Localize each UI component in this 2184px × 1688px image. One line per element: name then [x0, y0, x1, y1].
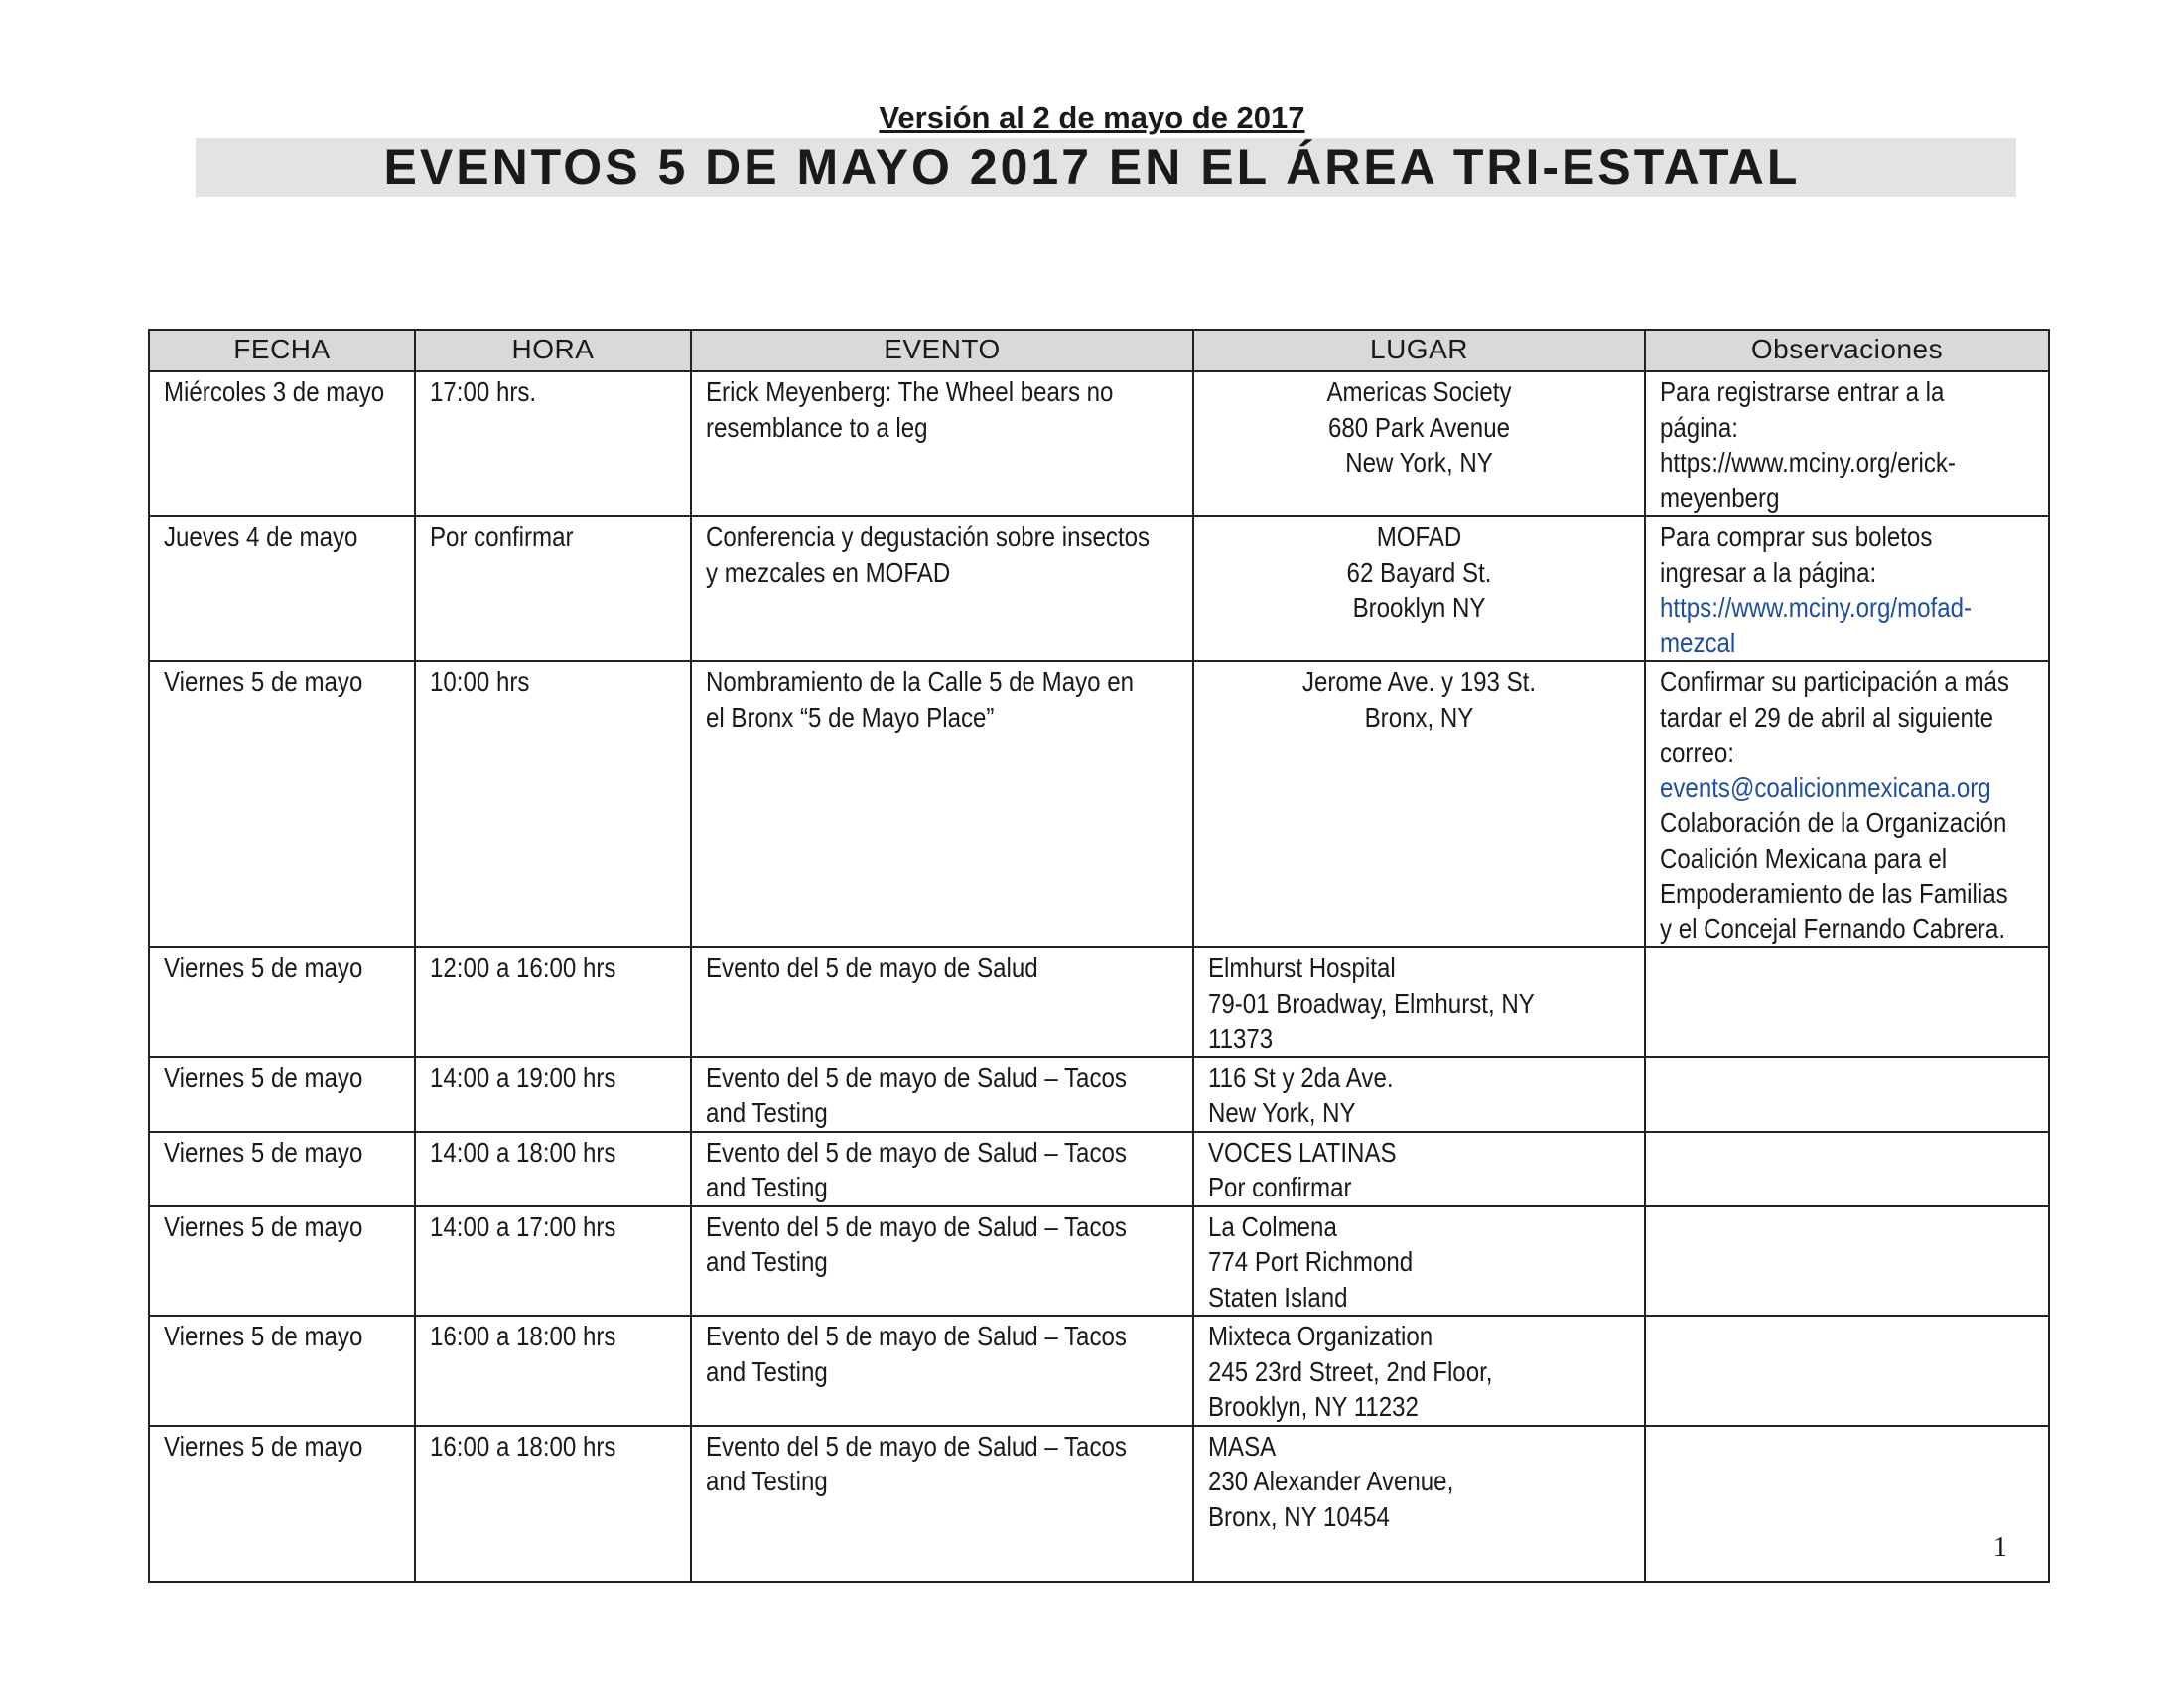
hora-text: 14:00 a 18:00 hrs — [430, 1136, 616, 1168]
evento-line: Conferencia y degustación sobre insectos — [706, 521, 1151, 552]
hora-text: 10:00 hrs — [430, 666, 530, 697]
evento-cell — [691, 1206, 1193, 1317]
hora-cell — [415, 516, 691, 661]
lugar-line: 230 Alexander Avenue, — [1208, 1466, 1454, 1496]
fecha-cell — [149, 1316, 415, 1426]
observaciones-line: Coalición Mexicana para el — [1660, 842, 1948, 874]
evento-cell — [691, 371, 1193, 516]
fecha-text: Viernes 5 de mayo — [164, 1430, 363, 1462]
observaciones-line: Para registrarse entrar a la — [1660, 376, 1945, 407]
evento-cell — [691, 1426, 1193, 1582]
lugar-cell — [1193, 1316, 1645, 1426]
fecha-text: Viernes 5 de mayo — [164, 1210, 363, 1242]
observaciones-line: y el Concejal Fernando Cabrera. — [1660, 913, 2006, 944]
lugar-cell — [1193, 1426, 1645, 1582]
column-header-fecha: FECHA — [149, 330, 415, 371]
lugar-line: Mixteca Organization — [1208, 1321, 1433, 1351]
observaciones-link[interactable]: mezcal — [1660, 627, 1736, 658]
hora-cell — [415, 1132, 691, 1206]
fecha-cell — [149, 1132, 415, 1206]
hora-cell — [415, 371, 691, 516]
evento-line: and Testing — [706, 1466, 828, 1496]
lugar-line: Brooklyn NY — [1352, 592, 1486, 623]
lugar-cell — [1193, 516, 1645, 661]
hora-cell — [415, 1206, 691, 1317]
evento-line: el Bronx “5 de Mayo Place” — [706, 701, 995, 733]
observaciones-link[interactable]: events@coalicionmexicana.org — [1660, 772, 1991, 803]
lugar-line: VOCES LATINAS — [1208, 1136, 1397, 1168]
fecha-text: Viernes 5 de mayo — [164, 1061, 363, 1093]
evento-line: Evento del 5 de mayo de Salud – Tacos — [706, 1321, 1127, 1351]
table-row — [149, 1426, 2049, 1582]
fecha-cell — [149, 661, 415, 947]
fecha-cell — [149, 1206, 415, 1317]
lugar-line: MASA — [1208, 1430, 1277, 1462]
fecha-cell — [149, 1426, 415, 1582]
hora-cell — [415, 1057, 691, 1132]
table-row — [149, 947, 2049, 1057]
fecha-cell — [149, 371, 415, 516]
observaciones-cell — [1645, 661, 2049, 947]
lugar-line: Elmhurst Hospital — [1208, 952, 1396, 983]
observaciones-cell — [1645, 1426, 2049, 1582]
observaciones-line: Colaboración de la Organización — [1660, 807, 2007, 838]
evento-cell — [691, 947, 1193, 1057]
lugar-line: Staten Island — [1208, 1281, 1348, 1313]
observaciones-cell — [1645, 947, 2049, 1057]
table-row — [149, 661, 2049, 947]
lugar-cell — [1193, 1206, 1645, 1317]
lugar-line: New York, NY — [1345, 447, 1493, 478]
evento-line: Nombramiento de la Calle 5 de Mayo en — [706, 666, 1134, 697]
observaciones-cell — [1645, 1206, 2049, 1317]
lugar-line: 62 Bayard St. — [1346, 556, 1492, 588]
evento-line: y mezcales en MOFAD — [706, 556, 951, 588]
hora-text: 17:00 hrs. — [430, 376, 537, 407]
fecha-text: Jueves 4 de mayo — [164, 521, 358, 552]
table-row — [149, 1206, 2049, 1317]
fecha-cell — [149, 1057, 415, 1132]
page-number: 1 — [1993, 1532, 2007, 1563]
evento-line: Evento del 5 de mayo de Salud – Tacos — [706, 1210, 1127, 1242]
lugar-line: New York, NY — [1208, 1097, 1356, 1128]
evento-line: Evento del 5 de mayo de Salud – Tacos — [706, 1430, 1127, 1462]
hora-text: Por confirmar — [430, 521, 574, 552]
lugar-line: Bronx, NY — [1364, 701, 1474, 733]
evento-line: and Testing — [706, 1246, 828, 1277]
observaciones-line: Para comprar sus boletos — [1660, 521, 1933, 552]
table-row — [149, 371, 2049, 516]
lugar-line: 79-01 Broadway, Elmhurst, NY — [1208, 987, 1535, 1019]
evento-cell — [691, 516, 1193, 661]
evento-line: and Testing — [706, 1355, 828, 1387]
observaciones-line: ingresar a la página: — [1660, 556, 1877, 588]
lugar-line: Por confirmar — [1208, 1172, 1352, 1202]
fecha-cell — [149, 516, 415, 661]
evento-cell — [691, 1316, 1193, 1426]
lugar-line: MOFAD — [1376, 521, 1462, 552]
observaciones-link[interactable]: https://www.mciny.org/mofad- — [1660, 592, 1973, 623]
hora-text: 16:00 a 18:00 hrs — [430, 1321, 616, 1351]
lugar-line: 774 Port Richmond — [1208, 1246, 1414, 1277]
evento-line: Evento del 5 de mayo de Salud – Tacos — [706, 1061, 1127, 1093]
hora-cell — [415, 1426, 691, 1582]
lugar-line: 680 Park Avenue — [1328, 411, 1510, 443]
column-header-hora: HORA — [415, 330, 691, 371]
evento-cell — [691, 661, 1193, 947]
hora-cell — [415, 947, 691, 1057]
evento-line: and Testing — [706, 1097, 828, 1128]
table-row — [149, 516, 2049, 661]
lugar-line: Jerome Ave. y 193 St. — [1301, 666, 1537, 697]
fecha-cell — [149, 947, 415, 1057]
evento-line: resemblance to a leg — [706, 411, 928, 443]
observaciones-line: página: — [1660, 411, 1739, 443]
lugar-line: Brooklyn, NY 11232 — [1208, 1391, 1419, 1422]
observaciones-line: Confirmar su participación a más — [1660, 666, 2009, 697]
document-title: EVENTOS 5 DE MAYO 2017 EN EL ÁREA TRI-ESTATAL — [383, 139, 1801, 195]
observaciones-cell — [1645, 371, 2049, 516]
lugar-cell — [1193, 947, 1645, 1057]
evento-line: Erick Meyenberg: The Wheel bears no — [706, 376, 1114, 407]
fecha-text: Viernes 5 de mayo — [164, 1136, 363, 1168]
column-header-evento: EVENTO — [691, 330, 1193, 371]
hora-cell — [415, 661, 691, 947]
events-table — [148, 329, 2050, 1583]
hora-text: 16:00 a 18:00 hrs — [430, 1430, 616, 1462]
hora-text: 14:00 a 19:00 hrs — [430, 1061, 616, 1093]
fecha-text: Viernes 5 de mayo — [164, 952, 363, 983]
evento-line: and Testing — [706, 1172, 828, 1202]
observaciones-line: meyenberg — [1660, 482, 1780, 513]
lugar-cell — [1193, 661, 1645, 947]
column-header-observaciones: Observaciones — [1645, 330, 2049, 371]
lugar-line: 116 St y 2da Ave. — [1208, 1061, 1394, 1093]
hora-text: 14:00 a 17:00 hrs — [430, 1210, 616, 1242]
observaciones-line: Empoderamiento de las Familias — [1660, 878, 2008, 909]
table-row — [149, 1316, 2049, 1426]
lugar-line: La Colmena — [1208, 1210, 1337, 1242]
lugar-cell — [1193, 1132, 1645, 1206]
lugar-line: 245 23rd Street, 2nd Floor, — [1208, 1355, 1493, 1387]
observaciones-line: tardar el 29 de abril al siguiente — [1660, 701, 1993, 733]
fecha-text: Miércoles 3 de mayo — [164, 376, 385, 407]
observaciones-line: correo: — [1660, 737, 1734, 768]
hora-cell — [415, 1316, 691, 1426]
lugar-line: Americas Society — [1326, 376, 1512, 407]
lugar-cell — [1193, 371, 1645, 516]
evento-cell — [691, 1132, 1193, 1206]
hora-text: 12:00 a 16:00 hrs — [430, 952, 616, 983]
observaciones-cell — [1645, 516, 2049, 661]
lugar-cell — [1193, 1057, 1645, 1132]
fecha-text: Viernes 5 de mayo — [164, 666, 363, 697]
lugar-line: Bronx, NY 10454 — [1208, 1500, 1390, 1532]
table-row — [149, 1057, 2049, 1132]
version-date: Versión al 2 de mayo de 2017 — [879, 100, 1305, 135]
lugar-line: 11373 — [1208, 1023, 1274, 1054]
evento-cell — [691, 1057, 1193, 1132]
column-header-lugar: LUGAR — [1193, 330, 1645, 371]
table-header-row — [149, 330, 2049, 371]
observaciones-line: https://www.mciny.org/erick- — [1660, 447, 1956, 478]
observaciones-cell — [1645, 1057, 2049, 1132]
observaciones-cell — [1645, 1316, 2049, 1426]
evento-line: Evento del 5 de mayo de Salud — [706, 952, 1038, 983]
fecha-text: Viernes 5 de mayo — [164, 1321, 363, 1351]
evento-line: Evento del 5 de mayo de Salud – Tacos — [706, 1136, 1127, 1168]
observaciones-cell — [1645, 1132, 2049, 1206]
table-row — [149, 1132, 2049, 1206]
